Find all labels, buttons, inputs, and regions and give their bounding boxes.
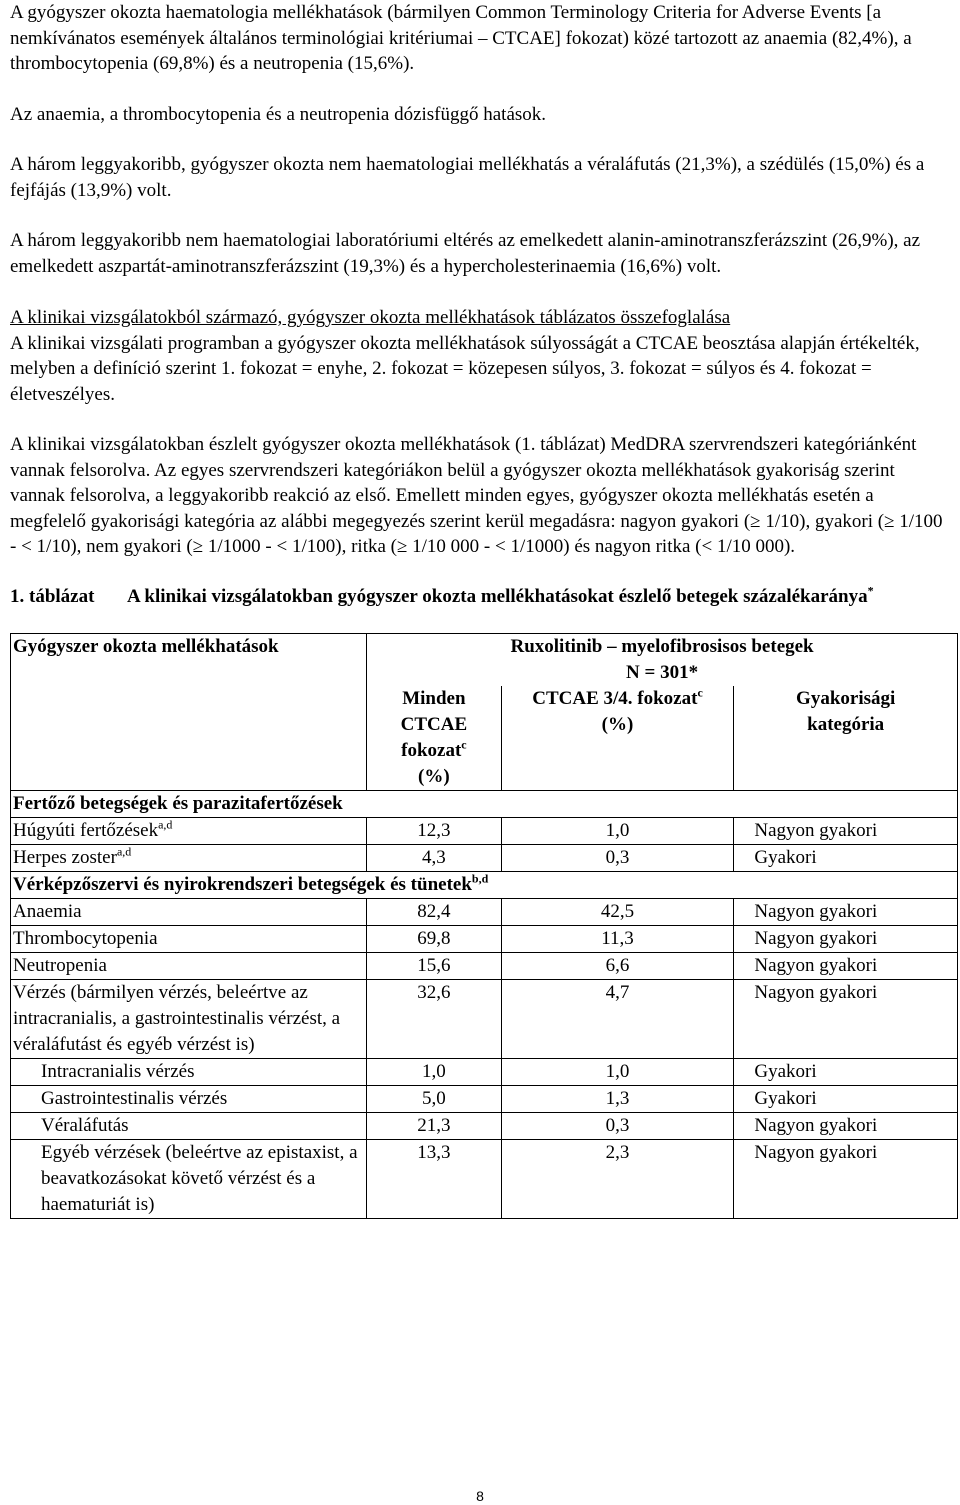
- header-all-grades: Minden CTCAE fokozat$^c$ (%): [367, 686, 502, 791]
- all-grades-percent: 69,8: [367, 926, 502, 953]
- all-grades-percent: 32,6: [367, 980, 502, 1059]
- grade-3-4-percent: 2,3: [501, 1140, 734, 1219]
- table-row: [11, 1059, 958, 1086]
- grade-3-4-percent: 1,3: [501, 1086, 734, 1113]
- table-title: A klinikai vizsgálatokban gyógyszer okozta mellékhatásokat észlelő betegek százalékaránya*: [127, 583, 874, 607]
- frequency-category: Gyakori: [734, 1086, 958, 1113]
- grade-3-4-percent: 4,7: [501, 980, 734, 1059]
- table-row: [11, 818, 958, 845]
- paragraph-dose-dependent: Az anaemia, a thrombocytopenia és a neutropenia dózisfüggő hatások.: [10, 103, 547, 125]
- grade-3-4-percent: 11,3: [501, 926, 734, 953]
- paragraph-lab-abnormalities: A három leggyakoribb nem haematologiai laboratóriumi eltérés az emelkedett alanin-aminotranszferázszint (26,9%), az emelkedett aszpartát-aminotranszferázszint (19,3%) és a hypercholesterinaemia (16,6%) volt.: [10, 230, 921, 277]
- frequency-category: Nagyon gyakori: [734, 818, 958, 845]
- page-number: 8: [476, 1488, 484, 1504]
- paragraph-haematologic-ae: A gyógyszer okozta haematologia mellékhatások (bármilyen Common Terminology Criteria for Adverse Events [a nemkívánatos események általános terminológiai kritériumai – CTCAE] fokozat) közé tartozott az anaemia (82,4%), a thrombocytopenia (69,8%) és a neutropenia (15,6%).: [10, 2, 912, 74]
- adverse-reaction-name: Anaemia: [11, 899, 367, 926]
- frequency-category: Nagyon gyakori: [734, 980, 958, 1059]
- adverse-reaction-name: Egyéb vérzések (beleértve az epistaxist, a beavatkozásokat követő vérzést és a haematuriát is): [11, 1140, 367, 1219]
- adverse-reaction-name: Véraláfutás: [11, 1113, 367, 1140]
- section-row: [11, 872, 958, 899]
- frequency-category: Nagyon gyakori: [734, 899, 958, 926]
- frequency-category: Nagyon gyakori: [734, 1140, 958, 1219]
- table-header-row-1: [11, 634, 958, 687]
- section-title: Fertőző betegségek és parazitafertőzések: [11, 791, 958, 818]
- header-adverse-reaction: Gyógyszer okozta mellékhatások: [11, 634, 367, 791]
- table-body: [11, 791, 958, 1219]
- all-grades-percent: 82,4: [367, 899, 502, 926]
- adverse-reactions-table: [10, 633, 958, 1219]
- all-grades-percent: 12,3: [367, 818, 502, 845]
- grade-3-4-percent: 0,3: [501, 845, 734, 872]
- section-heading: A klinikai vizsgálatokból származó, gyógyszer okozta mellékhatások táblázatos összefoglalása: [10, 307, 731, 328]
- adverse-reaction-name: Neutropenia: [11, 953, 367, 980]
- document-page: [10, 0, 948, 1219]
- table-number: 1. táblázat: [10, 585, 95, 607]
- section-row: [11, 791, 958, 818]
- table-row: [11, 845, 958, 872]
- adverse-reaction-name: Gastrointestinalis vérzés: [11, 1086, 367, 1113]
- frequency-category: Gyakori: [734, 845, 958, 872]
- all-grades-percent: 13,3: [367, 1140, 502, 1219]
- table-row: [11, 1113, 958, 1140]
- table-row: [11, 1086, 958, 1113]
- grade-3-4-percent: 42,5: [501, 899, 734, 926]
- grade-3-4-percent: 0,3: [501, 1113, 734, 1140]
- adverse-reaction-name: Intracranialis vérzés: [11, 1059, 367, 1086]
- frequency-category: Nagyon gyakori: [734, 1113, 958, 1140]
- table-row: [11, 926, 958, 953]
- frequency-category: Nagyon gyakori: [734, 926, 958, 953]
- grade-3-4-percent: 6,6: [501, 953, 734, 980]
- table-caption: [10, 584, 948, 610]
- all-grades-percent: 4,3: [367, 845, 502, 872]
- paragraph-frequency-convention: A klinikai vizsgálatokban észlelt gyógyszer okozta mellékhatások (1. táblázat) MedDRA szervrendszeri kategóriánként vannak felsorolva. Az egyes szervrendszeri kategóriákon belül a gyógyszer okozta mellékhatások gyakoriság szerint vannak felsorolva, a leggyakoribb reakció az első. Emellett minden egyes, gyógyszer okozta mellékhatás esetén a megfelelő gyakorisági kategória az alábbi megegyezés szerint kerül megadásra: nagyon gyakori (≥ 1/10), gyakori (≥ 1/100 - < 1/10), nem gyakori (≥ 1/1000 - < 1/100), ritka (≥ 1/10 000 - < 1/1000) és nagyon ritka (< 1/10 000).: [10, 434, 943, 557]
- section-title: Vérképzőszervi és nyirokrendszeri betegségek és tünetek$^{b,d}$: [11, 872, 958, 899]
- header-group: Ruxolitinib – myelofibrosisos betegek N = 301*: [367, 634, 958, 687]
- table-row: [11, 980, 958, 1059]
- all-grades-percent: 15,6: [367, 953, 502, 980]
- adverse-reaction-name: Herpes zoster$^{a,d}$: [11, 845, 367, 872]
- table-row: [11, 899, 958, 926]
- table-row: [11, 953, 958, 980]
- paragraph-ctcae-grading: A klinikai vizsgálati programban a gyógyszer okozta mellékhatások súlyosságát a CTCAE beosztása alapján értékelték, melyben a definíció szerint 1. fokozat = enyhe, 2. fokozat = közepesen súlyos, 3. fokozat = súlyos és 4. fokozat = életveszélyes.: [10, 332, 920, 405]
- all-grades-percent: 1,0: [367, 1059, 502, 1086]
- header-frequency-category: Gyakorisági kategória: [734, 686, 958, 791]
- frequency-category: Gyakori: [734, 1059, 958, 1086]
- grade-3-4-percent: 1,0: [501, 1059, 734, 1086]
- all-grades-percent: 21,3: [367, 1113, 502, 1140]
- adverse-reaction-name: Húgyúti fertőzések$^{a,d}$: [11, 818, 367, 845]
- grade-3-4-percent: 1,0: [501, 818, 734, 845]
- adverse-reaction-name: Thrombocytopenia: [11, 926, 367, 953]
- frequency-category: Nagyon gyakori: [734, 953, 958, 980]
- all-grades-percent: 5,0: [367, 1086, 502, 1113]
- table-row: [11, 1140, 958, 1219]
- paragraph-non-haematologic-ae: A három leggyakoribb, gyógyszer okozta nem haematologiai mellékhatás a véraláfutás (21,3%), a szédülés (15,0%) és a fejfájás (13,9%) volt.: [10, 154, 925, 201]
- header-grade-3-4: CTCAE 3/4. fokozat$^c$ (%): [501, 686, 734, 791]
- adverse-reaction-name: Vérzés (bármilyen vérzés, beleértve az intracranialis, a gastrointestinalis vérzést, a véraláfutást és egyéb vérzést is): [11, 980, 367, 1059]
